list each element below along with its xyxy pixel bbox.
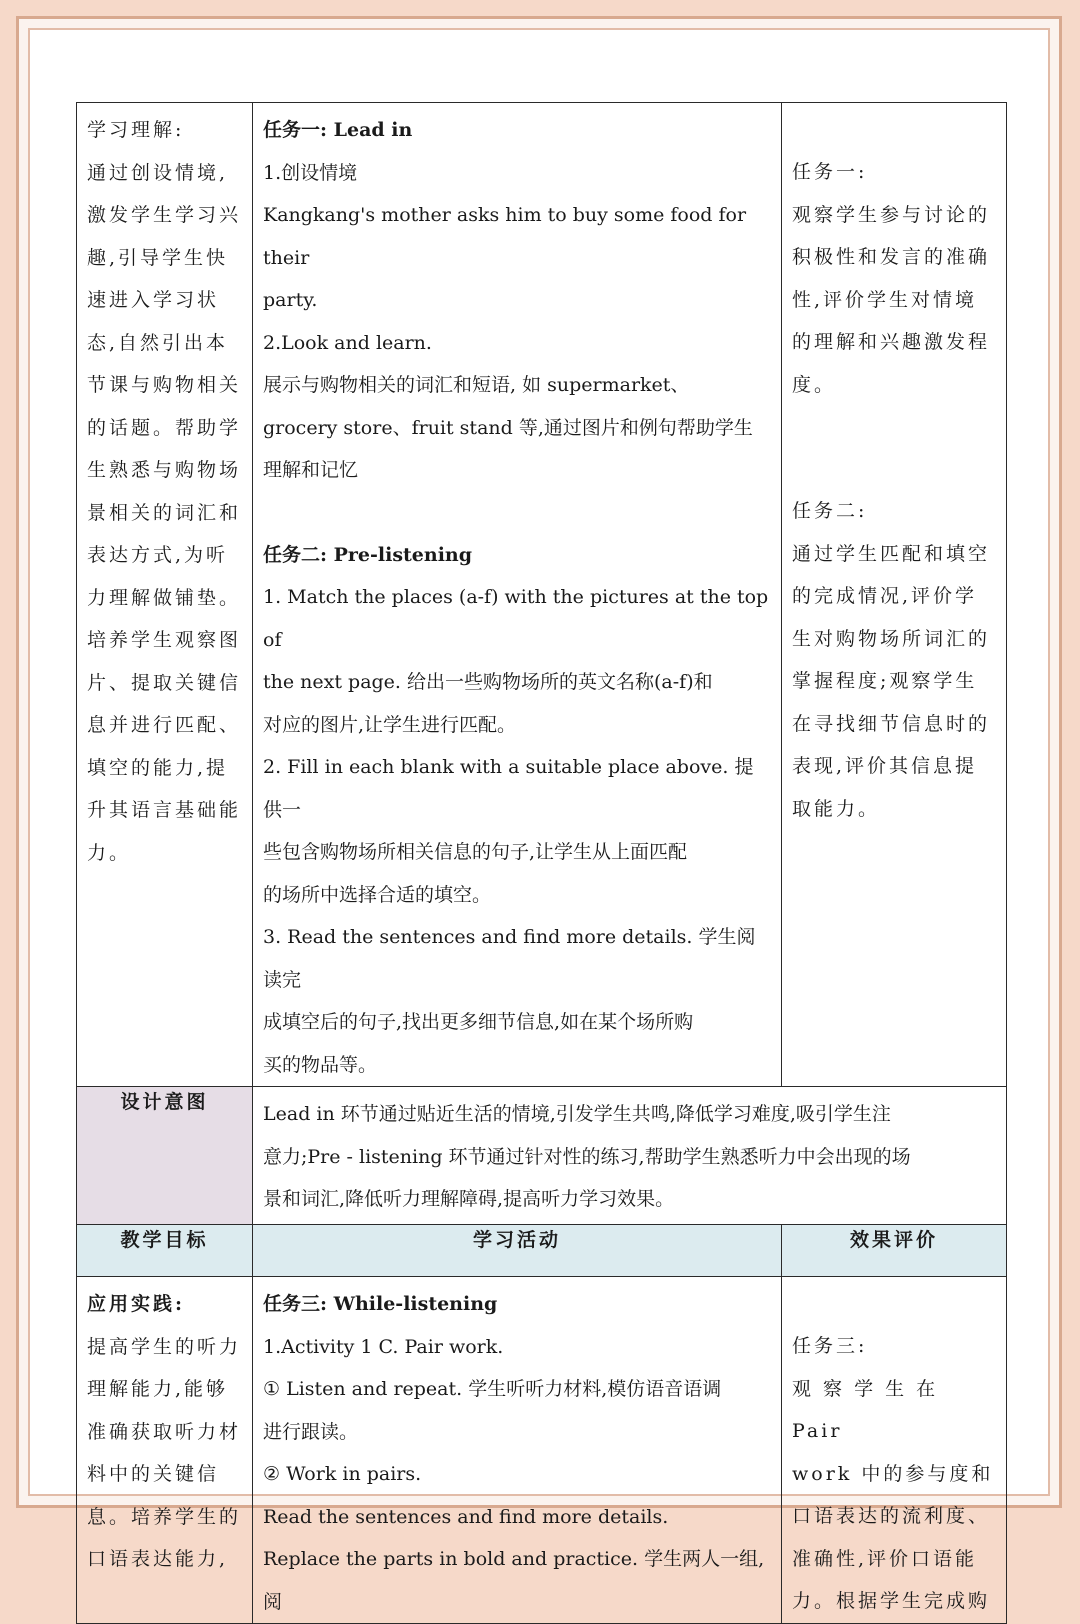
text-line: 1. Match the places (a-f) with the pictures at the top of	[263, 586, 769, 651]
text-line: 观察学生参与讨论的	[792, 203, 991, 226]
text-line: 任务二:	[792, 500, 868, 522]
learning-activity-cell	[253, 1277, 782, 1624]
text-line: 理解能力,能够	[87, 1378, 229, 1400]
text-line: 任务三: While-listening	[263, 1293, 498, 1315]
text-line: 力理解做铺垫。	[87, 586, 242, 609]
design-intent-cell	[253, 1087, 1007, 1225]
text-line: 3. Read the sentences and find more details. 学生阅读完	[263, 926, 756, 991]
text-line: 力。	[87, 841, 132, 864]
text-line: 任务一:	[792, 161, 868, 183]
text-line: 口语表达能力,	[87, 1548, 229, 1570]
text-line: Read the sentences and find more details.	[263, 1505, 669, 1528]
teaching-goal-heading: 学习理解:	[87, 119, 185, 141]
header-evaluation: 效果评价	[782, 1225, 1007, 1277]
text-line: 通过创设情境,	[87, 161, 229, 184]
table-row-design-intent	[77, 1087, 1007, 1225]
text-line: 息并进行匹配、	[87, 714, 242, 736]
text-line: 观 察 学 生 在 Pair	[792, 1377, 939, 1442]
text-line	[792, 109, 996, 151]
teaching-goal-heading: 应用实践:	[87, 1293, 186, 1315]
text-line: 准确获取听力材	[87, 1420, 242, 1443]
text-line: 展示与购物相关的词汇和短语, 如 supermarket、	[263, 374, 690, 396]
text-line: 掌握程度;观察学生	[792, 670, 978, 692]
text-line: 理解和记忆	[263, 459, 359, 481]
text-line: 1.Activity 1 C. Pair work.	[263, 1335, 504, 1358]
text-line: 态,自然引出本	[87, 331, 229, 354]
text-line: 成填空后的句子,找出更多细节信息,如在某个场所购	[263, 1011, 694, 1033]
text-line: the next page. 给出一些购物场所的英文名称(a-f)和	[263, 671, 713, 693]
evaluation-cell	[782, 103, 1007, 1087]
text-line: 些包含购物场所相关信息的句子,让学生从上面匹配	[263, 841, 688, 863]
design-intent-lines	[253, 1087, 1006, 1221]
lesson-plan-table	[76, 102, 1007, 1624]
header-teaching-goal: 教学目标	[77, 1225, 253, 1277]
text-line: 速进入学习状	[87, 289, 220, 311]
table-row-task-3	[77, 1277, 1007, 1624]
text-line: 升其语言基础能	[87, 799, 242, 821]
text-line: 的完成情况,评价学	[792, 585, 978, 607]
text-line: 力。根据学生完成购	[792, 1590, 991, 1612]
text-line	[792, 406, 996, 448]
text-line: work 中的参与度和	[792, 1462, 994, 1485]
text-line: 2.Look and learn.	[263, 331, 432, 354]
text-line: 料中的关键信	[87, 1463, 220, 1485]
text-line: 任务二: Pre-listening	[263, 543, 473, 566]
text-line: 积极性和发言的准确	[792, 246, 991, 268]
text-line: 的话题。帮助学	[87, 416, 242, 439]
text-line: 进行跟读。	[263, 1420, 359, 1443]
teaching-goal-lines	[87, 152, 242, 875]
header-learning-activity: 学习活动	[253, 1225, 782, 1277]
text-line: ② Work in pairs.	[263, 1463, 422, 1485]
text-line: 口语表达的流利度、	[792, 1505, 991, 1527]
learning-activity-lines	[253, 103, 781, 1086]
text-line: ① Listen and repeat. 学生听听力材料,模仿语音语调	[263, 1378, 722, 1400]
text-line: Kangkang's mother asks him to buy some food for their	[263, 204, 747, 269]
text-line: 激发学生学习兴	[87, 204, 242, 226]
text-line: 度。	[792, 373, 837, 396]
text-line: 的理解和兴趣激发程	[792, 331, 991, 353]
text-line: 息。培养学生的	[87, 1505, 242, 1528]
teaching-goal-cell	[77, 103, 253, 1087]
teaching-goal-lines	[87, 1326, 242, 1581]
learning-activity-lines	[253, 1277, 781, 1623]
text-line: 培养学生观察图	[87, 629, 242, 651]
text-line: Replace the parts in bold and practice. 学生两人一组,阅	[263, 1548, 765, 1613]
text-line: 景相关的词汇和	[87, 501, 242, 524]
text-line: 在寻找细节信息时的	[792, 712, 991, 735]
text-line	[263, 492, 771, 534]
teaching-goal-cell	[77, 1277, 253, 1624]
text-line: 表现,评价其信息提	[792, 755, 978, 777]
evaluation-lines	[782, 1277, 1006, 1623]
text-line	[792, 1283, 996, 1325]
text-line: 趣,引导学生快	[87, 246, 229, 269]
text-line: 意力;Pre - listening 环节通过针对性的练习,帮助学生熟悉听力中会出现的场	[263, 1145, 911, 1168]
text-line: 景和词汇,降低听力理解障碍,提高听力学习效果。	[263, 1188, 675, 1210]
text-line: 对应的图片,让学生进行匹配。	[263, 713, 517, 736]
text-line: 任务一: Lead in	[263, 119, 413, 141]
table-header-row	[77, 1225, 1007, 1277]
text-line: 2. Fill in each blank with a suitable place above. 提供一	[263, 756, 754, 821]
text-line: 的场所中选择合适的填空。	[263, 883, 492, 906]
text-line: 买的物品等。	[263, 1053, 378, 1076]
text-line: 准确性,评价口语能	[792, 1547, 978, 1570]
evaluation-lines	[782, 103, 1006, 830]
text-line: 取能力。	[792, 797, 881, 820]
text-line: 通过学生匹配和填空	[792, 542, 991, 565]
text-line: 生对购物场所词汇的	[792, 627, 991, 650]
text-line: 填空的能力,提	[87, 756, 229, 779]
text-line: 1.创设情境	[263, 161, 358, 184]
text-line: 表达方式,为听	[87, 544, 229, 566]
text-line: 任务三:	[792, 1335, 868, 1357]
text-line: 提高学生的听力	[87, 1335, 242, 1358]
design-intent-label: 设计意图	[77, 1087, 253, 1225]
table-row-task-1-2	[77, 103, 1007, 1087]
text-line: grocery store、fruit stand 等,通过图片和例句帮助学生	[263, 416, 753, 439]
text-line	[792, 448, 996, 490]
text-line: Lead in 环节通过贴近生活的情境,引发学生共鸣,降低学习难度,吸引学生注	[263, 1103, 891, 1125]
text-line: 节课与购物相关	[87, 374, 242, 396]
learning-activity-cell	[253, 103, 782, 1087]
text-line: 片、提取关键信	[87, 671, 242, 694]
text-line: 生熟悉与购物场	[87, 459, 242, 481]
evaluation-cell	[782, 1277, 1007, 1624]
text-line: party.	[263, 289, 318, 311]
text-line: 性,评价学生对情境	[792, 288, 978, 311]
